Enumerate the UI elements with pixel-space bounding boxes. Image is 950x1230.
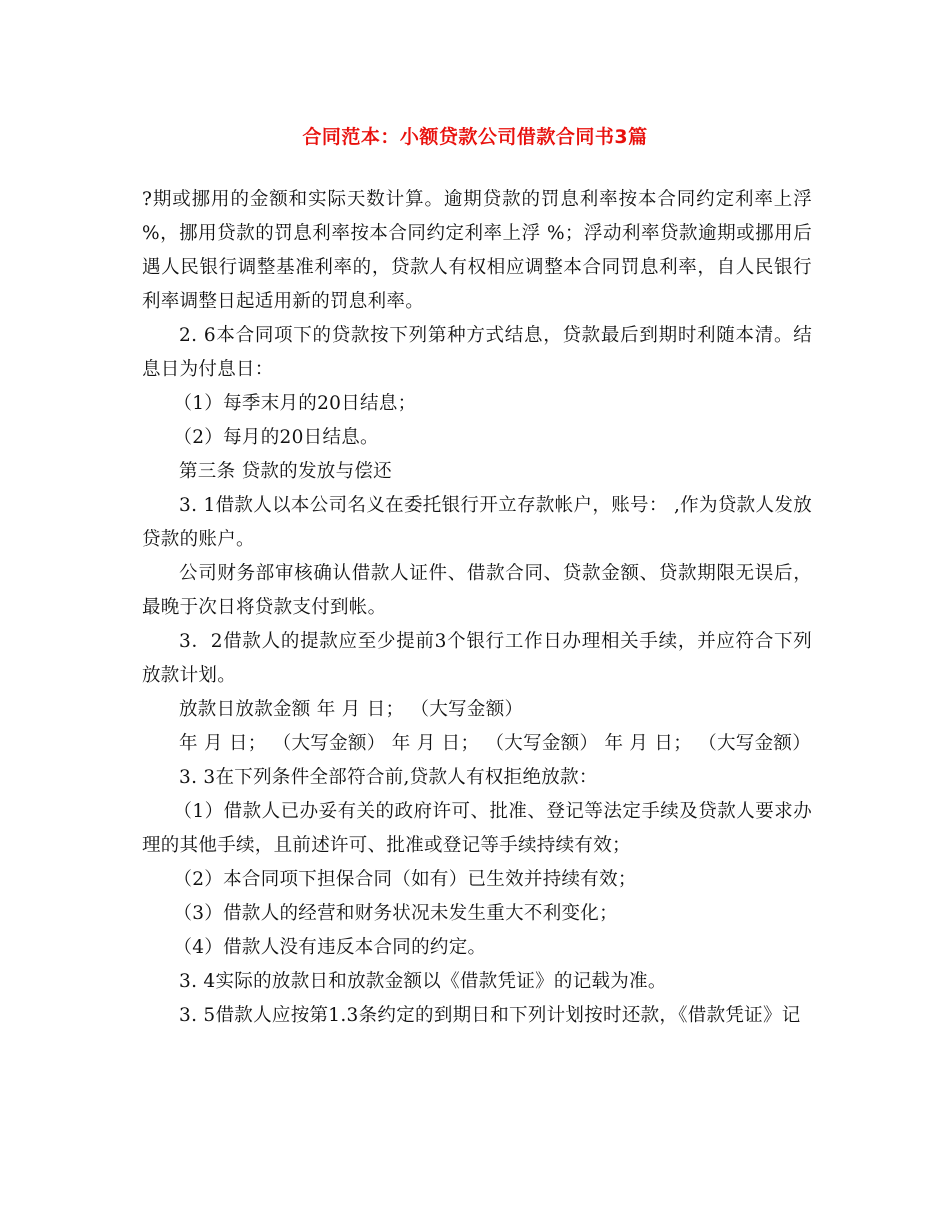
section-heading-3: 第三条 贷款的发放与偿还 <box>179 461 392 482</box>
paragraph-15: （4）借款人没有违反本合同的约定。 <box>173 937 487 958</box>
paragraph-12: （1）借款人已办妥有关的政府许可、批准、登记等法定手续及贷款人要求办理的其他手续，且前述许可、批准或登记等手续持续有效； <box>142 801 812 856</box>
paragraph-4: （2）每月的20日结息。 <box>173 427 379 448</box>
document-body <box>142 183 812 1033</box>
paragraph-8: 3．2借款人的提款应至少提前3个银行工作日办理相关手续，并应符合下列放款计划。 <box>142 631 812 686</box>
paragraph-14: （3）借款人的经营和财务状况未发生重大不利变化； <box>173 903 618 924</box>
paragraph-17: 3. 5借款人应按第1.3条约定的到期日和下列计划按时还款，《借款凭证》记 <box>179 1005 801 1026</box>
paragraph-6: 3. 1借款人以本公司名义在委托银行开立存款帐户，账号： ,作为贷款人发放贷款的账户。 <box>142 495 812 550</box>
paragraph-9: 放款日放款金额 年 月 日； （大写金额） <box>179 699 524 720</box>
paragraph-7: 公司财务部审核确认借款人证件、借款合同、贷款金额、贷款期限无误后，最晚于次日将贷款支付到帐。 <box>142 563 812 618</box>
paragraph-10: 年 月 日； （大写金额） 年 月 日； （大写金额） 年 月 日； （大写金额） <box>179 733 811 754</box>
paragraph-16: 3. 4实际的放款日和放款金额以《借款凭证》的记载为准。 <box>179 971 667 992</box>
paragraph-1: ?期或挪用的金额和实际天数计算。逾期贷款的罚息利率按本合同约定利率上浮 %，挪用贷款的罚息利率按本合同约定利率上浮 %；浮动利率贷款逾期或挪用后遇人民银行调整基准利率的，贷款人有权相应调整本合同罚息利率，自人民银行利率调整日起适用新的罚息利率。 <box>142 189 812 312</box>
paragraph-11: 3. 3在下列条件全部符合前,贷款人有权拒绝放款： <box>179 767 598 788</box>
paragraph-13: （2）本合同项下担保合同（如有）已生效并持续有效； <box>173 869 637 890</box>
paragraph-2: 2. 6本合同项下的贷款按下列第种方式结息，贷款最后到期时利随本清。结息日为付息日： <box>142 325 812 380</box>
paragraph-3: （1）每季末月的20日结息； <box>173 393 417 414</box>
document-title: 合同范本：小额贷款公司借款合同书3篇 <box>302 126 648 148</box>
